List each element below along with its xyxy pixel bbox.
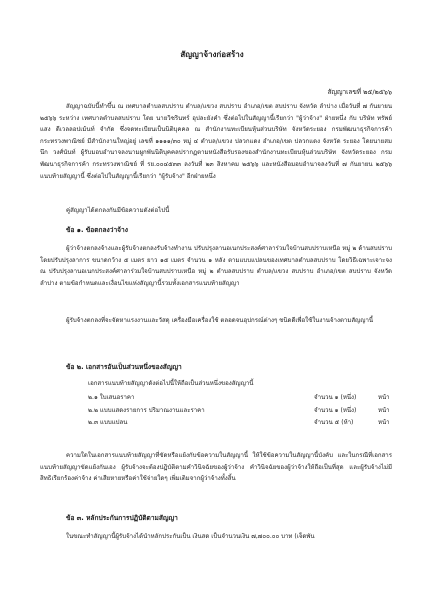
attachment-label: ๒.๒ แบบแสดงรายการ ปริมาณงานและราคา: [88, 406, 205, 414]
section-3-heading: ข้อ ๓. หลักประกันการปฏิบัติตามสัญญา: [66, 514, 178, 522]
attachment-unit: หน้า: [378, 394, 390, 401]
attachment-quantity: จำนวน ๕ (ห้า): [314, 419, 354, 427]
section-1-heading: ข้อ ๑. ข้อตกลงว่าจ้าง: [66, 226, 128, 234]
document-title: สัญญาจ้างก่อสร้าง: [180, 50, 244, 59]
attachment-label: ๒.๓ แบบแปลน: [88, 419, 128, 427]
attachment-list: [88, 392, 388, 430]
section-2-paragraph: ความใดในเอกสารแนบท้ายสัญญาที่ขัดหรือแย้งกับข้อความในสัญญานี้ ให้ใช้ข้อความในสัญญานี้บังคับ และในกรณีที่เอกสารแนบท้ายสัญญาขัดแย้งกันเอง ผู้รับจ้างจะต้องปฏิบัติตามคำวินิจฉัยของผู้ว่าจ้าง คำวินิจฉัยของผู้ว่าจ้างให้ถือเป็นที่สุด และผู้รับจ้างไม่มีสิทธิเรียกร้องค่าจ้าง ค่าเสียหายหรือค่าใช้จ่ายใดๆ เพิ่มเติมจากผู้ว่าจ้างทั้งสิ้น: [40, 452, 392, 483]
section-3-paragraph: ในขณะทำสัญญานี้ผู้รับจ้างได้นำหลักประกันเป็น เงินสด เป็นจำนวนเงิน ๗,๗๐๐.๐๐ บาท (เจ็ดพัน: [66, 533, 315, 540]
contract-number: สัญญาเลขที่ ๒๕/๒๕๖๖: [327, 88, 392, 96]
attachment-unit: หน้า: [378, 406, 390, 414]
attachment-item: [88, 405, 388, 418]
section-2-heading: ข้อ ๒. เอกสารอันเป็นส่วนหนึ่งของสัญญา: [66, 363, 182, 371]
attachment-unit: หน้า: [378, 419, 390, 427]
agreement-paragraph: คู่สัญญาได้ตกลงกันมีข้อความดังต่อไปนี้: [66, 207, 170, 214]
attachment-item: [88, 392, 388, 405]
attachment-label: ๒.๑ ใบเสนอราคา: [88, 394, 135, 401]
attachment-quantity: จำนวน ๑ (หนึ่ง): [314, 394, 357, 401]
preamble-paragraph: สัญญาฉบับนี้ทำขึ้น ณ เทศบาลตำบลสบปราบ ตำบล/แขวง สบปราบ อำเภอ/เขต สบปราบ จังหวัด ลำปาง เมื่อวันที่ ๗ กันยายน ๒๕๖๖ ระหว่าง เทศบาลตำบลสบปราบ โดย นายวิชรินทร์ อุปละยังคำ ซึ่งต่อไปในสัญญานี้เรียกว่า "ผู้ว่าจ้าง" ฝ่ายหนึ่ง กับ บริษัท ทรัพย์แสง ดีเวลลอปเม้นท์ จำกัด ซึ่งจดทะเบียนเป็นนิติบุคคล ณ สำนักงานทะเบียนหุ้นส่วนบริษัท จังหวัดระยอง กรมพัฒนาธุรกิจการค้า กระทรวงพาณิชย์ มีสำนักงานใหญ่อยู่ เลขที่ ๑๑๑๑/๓๐ หมู่ ๔ ตำบล/แขวง ปลวกแดง อำเภอ/เขต ปลวกแดง จังหวัด ระยอง โดยนายสมนึก วงศ์นันท์ ผู้รับมอบอำนาจลงนามผูกพันนิติบุคคลปรากฏตามหนังสือรับรองของสำนักงานทะเบียนหุ้นส่วนบริษัท จังหวัดระยอง กรมพัฒนาธุรกิจการค้า กระทรวงพาณิชย์ ที่ รย.๐๐๔๕๓๓ ลงวันที่ ๒๓ สิงหาคม ๒๕๖๖ และหนังสือมอบอำนาจลงวันที่ ๗ กันยายน ๒๕๖๖ แนบท้ายสัญญานี้ ซึ่งต่อไปในสัญญานี้เรียกว่า "ผู้รับจ้าง" อีกฝ่ายหนึ่ง: [40, 103, 392, 180]
attachment-item: [88, 417, 388, 430]
section-1-paragraph-1: ผู้ว่าจ้างตกลงจ้างและผู้รับจ้างตกลงรับจ้างทำงาน ปรับปรุงลานอเนกประสงค์ศาลาร่วมใจบ้านสบปราบเหนือ หมู่ ๒ ด้านสบปราบ โดยปรับปรุงลาการ ขนาดกว้าง ๕ เมตร ยาว ๑๕ เมตร จำนวน ๑ หลัง ตามแบบแปลนของเทศบาลตำบลสบปราบ โดยวิธีเฉพาะเจาะจง ณ ปรับปรุงลานอเนกประสงค์ศาลาร่วมใจบ้านสบปราบเหนือ หมู่ ๒ ตำบลสบปราบ ตำบล/แขวง สบปราบ อำเภอ/เขต สบปราบ จังหวัด ลำปาง ตามข้อกำหนดและเงื่อนไขแห่งสัญญานี้รวมทั้งเอกสารแนบท้ายสัญญา: [40, 245, 392, 287]
section-1-paragraph-2: ผู้รับจ้างตกลงที่จะจัดหาแรงงานและวัสดุ เครื่องมือเครื่องใช้ ตลอดจนอุปกรณ์ต่างๆ ชนิดดีเพื่อใช้ในงานจ้างตามสัญญานี้: [66, 317, 374, 324]
section-2-intro: เอกสารแนบท้ายสัญญาดังต่อไปนี้ให้ถือเป็นส่วนหนึ่งของสัญญานี้: [88, 380, 254, 387]
attachment-quantity: จำนวน ๑ (หนึ่ง): [314, 406, 357, 414]
